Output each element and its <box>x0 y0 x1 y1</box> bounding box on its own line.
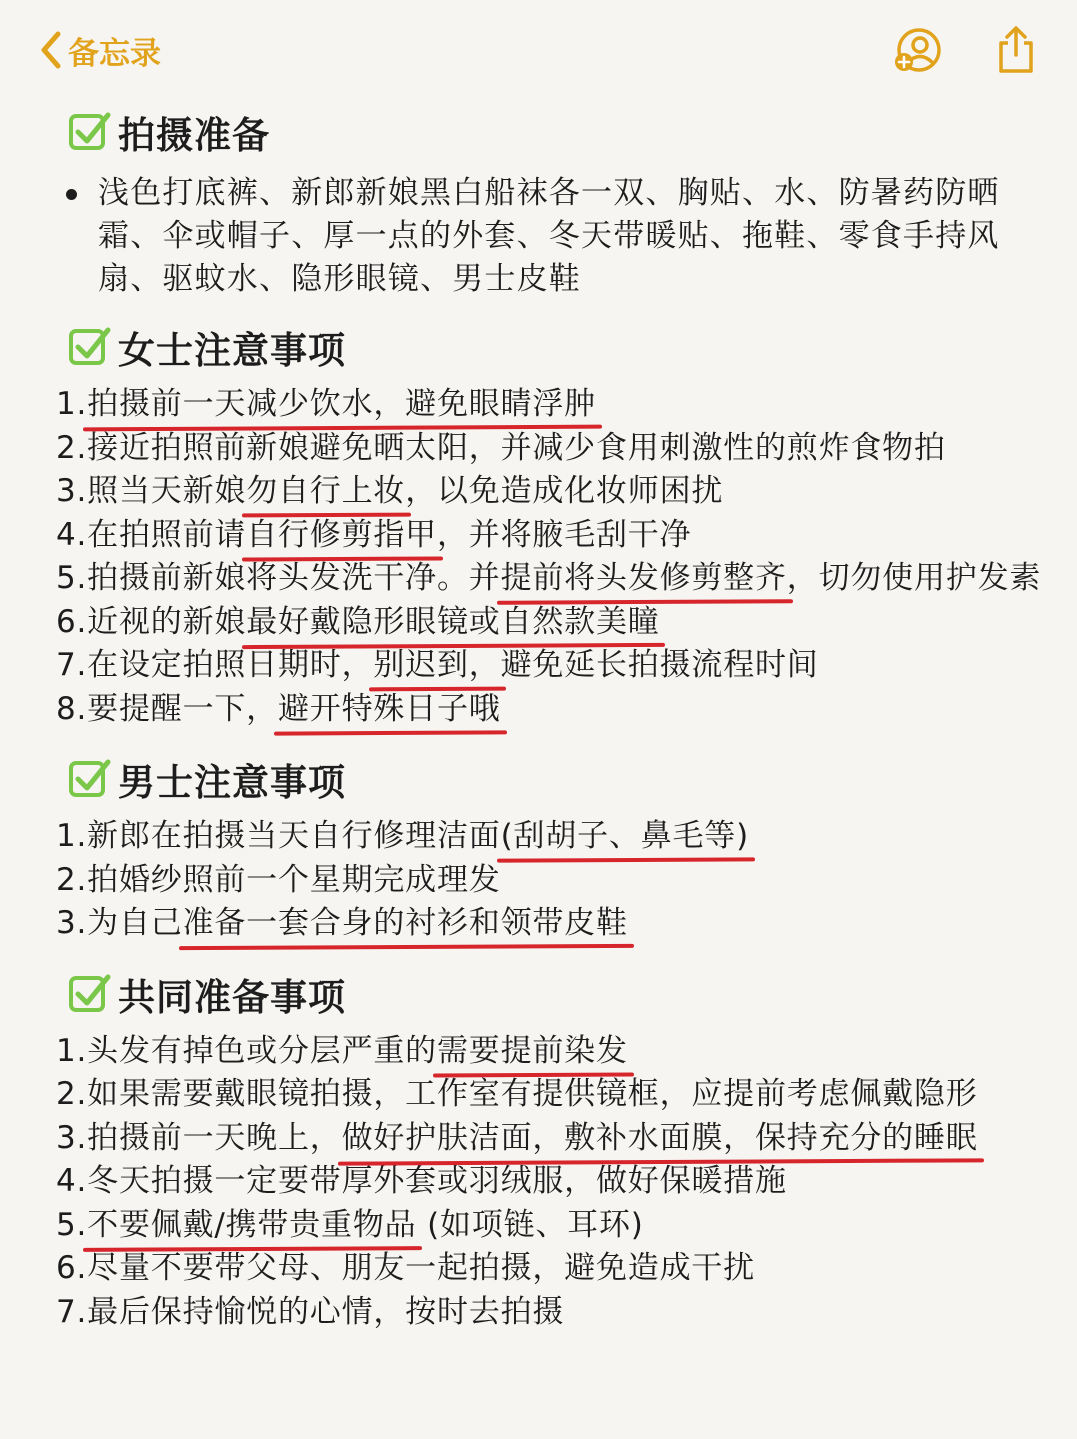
section-title-text: 女士注意事项 <box>118 329 346 372</box>
item-text: 4.在拍照前请 <box>56 516 247 553</box>
section-title-women <box>68 321 1056 373</box>
navigation-bar <box>0 0 1077 100</box>
common-list <box>56 1030 1056 1335</box>
list-item <box>56 514 1056 558</box>
item-text: ，并将腋毛刮干净 <box>437 516 692 553</box>
underlined-text: 最好戴隐形眼镜或自然款美瞳 <box>246 603 660 640</box>
list-item <box>56 1073 1056 1117</box>
underlined-text: (刮胡子、鼻毛等) <box>500 818 749 854</box>
list-item <box>56 902 1056 946</box>
item-text: ，以免造成化妆师困扰 <box>405 473 724 509</box>
back-button[interactable] <box>40 28 161 72</box>
item-text: 1.头发有掉色或分层严重的 <box>56 1032 437 1069</box>
men-list <box>56 815 1056 946</box>
bullet-dot <box>66 189 77 200</box>
add-person-icon <box>892 24 944 76</box>
list-item <box>56 815 1056 859</box>
item-text: 3.为自己 <box>56 905 183 941</box>
chevron-left-icon <box>40 31 62 69</box>
list-item <box>56 859 1056 903</box>
list-item <box>56 470 1056 514</box>
list-item <box>56 644 1056 688</box>
list-item <box>56 601 1056 645</box>
share-button[interactable] <box>990 24 1042 76</box>
checkbox-checked-icon <box>68 110 112 154</box>
bullet-item <box>98 172 1056 301</box>
item-text: 1.新郎在拍摄当天自行修理洁面 <box>56 818 501 854</box>
list-item <box>56 1117 1056 1161</box>
item-text: 6.尽量不要带父母、朋友一起拍摄，避免造成干扰 <box>56 1250 755 1286</box>
underlined-text: 提前将头发修剪整齐 <box>500 560 787 596</box>
list-item <box>56 1204 1056 1248</box>
underlined-text: 别迟到， <box>373 647 501 683</box>
item-text: 5.拍摄前新娘将头发洗干净。并 <box>56 560 501 596</box>
item-text: 避免延长拍摄流程时间 <box>500 647 819 683</box>
item-text: 7.在设定拍照日期时， <box>56 647 374 683</box>
add-person-button[interactable] <box>892 24 944 76</box>
item-text: 3.照当天新娘 <box>56 473 247 509</box>
checkbox-checked-icon <box>68 325 112 369</box>
underlined-text: 拍摄前一天减少饮水，避免眼睛浮肿 <box>87 386 596 422</box>
item-text: 3.拍摄前一天晚上， <box>56 1119 342 1156</box>
item-text: 5. <box>56 1206 88 1243</box>
item-text: 7.最后保持愉悦的心情，按时去拍摄 <box>56 1293 565 1330</box>
underlined-text: 避开特殊日子哦 <box>277 690 501 727</box>
item-text: 2.如果需要戴眼镜拍摄，工作室有提供镜框，应提前考虑佩戴隐形 <box>56 1076 978 1112</box>
item-text: 6.近视的新娘 <box>56 603 247 640</box>
item-text: ，切勿使用护发素 <box>786 560 1042 596</box>
underlined-text: 准备一套合身的衬衫和领带皮鞋 <box>182 905 628 941</box>
list-item <box>56 557 1056 601</box>
section-title-text: 共同准备事项 <box>118 975 346 1019</box>
section-title-text: 男士注意事项 <box>118 761 346 804</box>
list-item <box>56 427 1056 471</box>
underlined-text: 勿自行上妆 <box>246 473 406 509</box>
item-text: 2.接近拍照前新娘避免晒太阳，并减少食用刺激性的煎炸食物拍 <box>56 429 946 466</box>
share-icon <box>993 24 1039 76</box>
women-list <box>56 383 1056 731</box>
underlined-text: 需要提前染发 <box>436 1032 628 1069</box>
underlined-text: 自行修剪指甲 <box>246 516 437 553</box>
checkbox-checked-icon <box>68 972 112 1016</box>
list-item <box>56 1160 1056 1204</box>
list-item <box>56 1247 1056 1291</box>
section-title-men <box>68 753 1056 805</box>
item-text: 4.冬天拍摄一定要带厚外套或羽绒服，做好保暖措施 <box>56 1163 787 1199</box>
item-text: 8.要提醒一下， <box>56 690 278 727</box>
section-title-prep <box>68 106 1056 158</box>
list-item <box>56 1030 1056 1074</box>
item-text: 1. <box>56 386 88 422</box>
underlined-text: 不要佩戴/携带贵重物品 <box>87 1206 417 1243</box>
section-title-common <box>68 968 1056 1020</box>
item-text: (如项链、耳环) <box>416 1206 644 1243</box>
bullet-text: 浅色打底裤、新郎新娘黑白船袜各一双、胸贴、水、防暑药防晒霜、伞或帽子、厚一点的外套、冬天带暖贴、拖鞋、零食手持风扇、驱蚊水、隐形眼镜、男士皮鞋 <box>98 175 1000 297</box>
checkbox-checked-icon <box>68 757 112 801</box>
section-title-text: 拍摄准备 <box>118 114 270 157</box>
list-item <box>56 688 1056 732</box>
underlined-text: 做好护肤洁面，敷补水面膜，保持充分的睡眠 <box>341 1119 978 1156</box>
list-item <box>56 383 1056 427</box>
back-label: 备忘录 <box>68 35 161 72</box>
list-item <box>56 1291 1056 1335</box>
note-body <box>56 106 1056 1334</box>
item-text: 2.拍婚纱照前一个星期完成理发 <box>56 861 501 898</box>
